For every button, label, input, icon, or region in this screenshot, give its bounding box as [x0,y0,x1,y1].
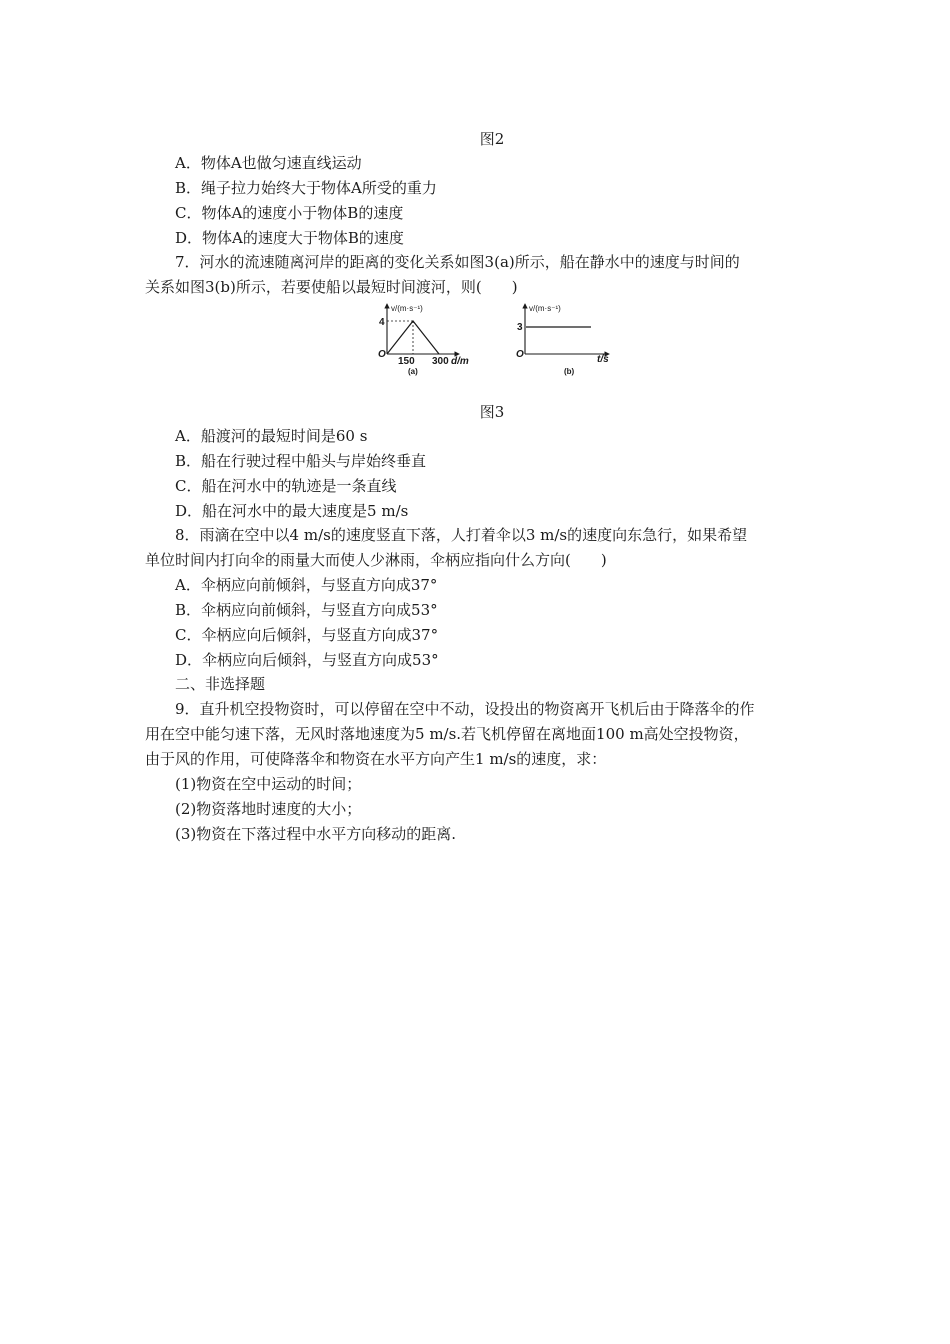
q7-option-d: D．船在河水中的最大速度是5 m/s [175,502,409,520]
graph-b-sublabel: (b) [564,367,575,376]
q9-stem-line-2: 用在空中能匀速下落，无风时落地速度为5 m/s.若飞机停留在离地面100 m高处空投物资， [145,725,749,743]
section-heading-non-choice: 二、非选择题 [175,675,266,693]
figure-2-caption: 图2 [479,130,505,148]
q7-option-a: A．船渡河的最短时间是60 s [175,427,368,445]
graph-a-sublabel: (a) [408,367,418,376]
q8-stem-line-1: 8．雨滴在空中以4 m/s的速度竖直下落，人打着伞以3 m/s的速度向东急行，如果希望 [175,526,748,544]
graph-b-y-tick: 3 [517,322,523,333]
graph-a [378,304,469,376]
graph-a-origin: O [378,349,386,360]
graph-a-y-tick: 4 [379,317,385,328]
q7-option-c: C．船在河水中的轨迹是一条直线 [175,477,397,495]
q9-part-2: (2)物资落地时速度的大小； [175,800,362,818]
q8-stem-line-2: 单位时间内打向伞的雨量大而使人少淋雨，伞柄应指向什么方向( ) [145,551,607,569]
q8-option-d: D．伞柄应向后倾斜，与竖直方向成53° [175,651,439,669]
q7-stem-line-2: 关系如图3(b)所示，若要使船以最短时间渡河，则( ) [145,278,518,296]
q7-option-b: B．船在行驶过程中船头与岸始终垂直 [175,452,427,470]
q8-option-c: C．伞柄应向后倾斜，与竖直方向成37° [175,626,439,644]
graph-b-x-label: t/s [597,354,609,365]
graph-b-y-label: v/(m·s⁻¹) [529,304,561,313]
figure-3-caption: 图3 [479,403,505,421]
q9-part-1: (1)物资在空中运动的时间； [175,775,362,793]
figure-3-graphs [365,300,625,380]
graph-a-x-tick-300: 300 [432,356,449,367]
q6-option-b: B．绳子拉力始终大于物体A所受的重力 [175,179,437,197]
q7-stem-line-1: 7．河水的流速随离河岸的距离的变化关系如图3(a)所示，船在静水中的速度与时间的 [175,253,740,271]
graph-a-y-label: v/(m·s⁻¹) [391,304,423,313]
graph-a-x-tick-150: 150 [398,356,415,367]
graph-b [516,304,609,376]
graph-b-origin: O [516,349,524,360]
q6-option-c: C．物体A的速度小于物体B的速度 [175,204,404,222]
q9-stem-line-3: 由于风的作用，可使降落伞和物资在水平方向产生1 m/s的速度，求： [145,750,607,768]
graph-a-x-label: d/m [451,356,469,367]
q9-part-3: (3)物资在下落过程中水平方向移动的距离. [175,825,457,843]
q8-option-b: B．伞柄应向前倾斜，与竖直方向成53° [175,601,438,619]
q8-option-a: A．伞柄应向前倾斜，与竖直方向成37° [175,576,438,594]
q6-option-d: D．物体A的速度大于物体B的速度 [175,229,404,247]
q9-stem-line-1: 9．直升机空投物资时，可以停留在空中不动，设投出的物资离开飞机后由于降落伞的作 [175,700,755,718]
q6-option-a: A．物体A也做匀速直线运动 [175,154,362,172]
